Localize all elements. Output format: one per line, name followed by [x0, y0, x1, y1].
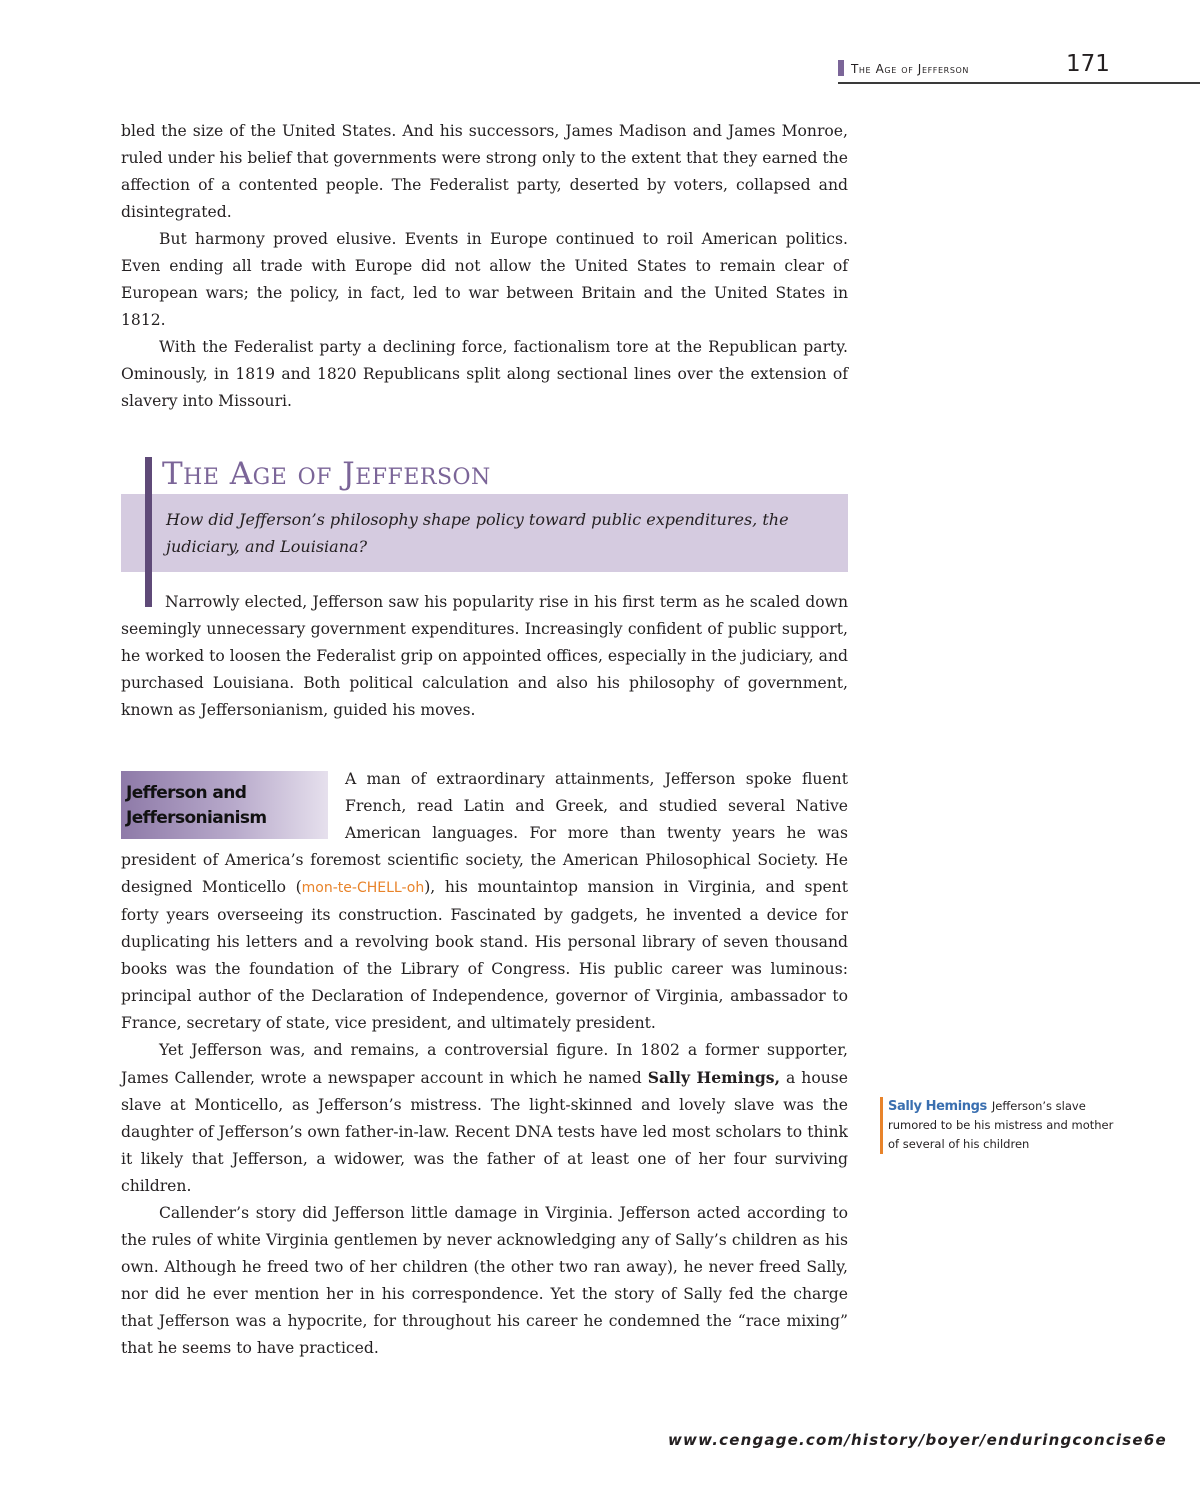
- running-head: [838, 51, 1200, 84]
- opening-text: [121, 118, 848, 415]
- subsection-text: [121, 766, 848, 1362]
- paragraph: Yet Jefferson was, and remains, a controversial figure. In 1802 a former supporter, James Callender, wrote a newspaper account in which he named Sally Hemings, a house slave at Monticello, as Jefferson’s mistress. The light-skinned and lovely slave was the daughter of Jefferson’s own father-in-law. Recent DNA tests have led most scholars to think it likely that Jefferson, a widower, was the father of at least one of her four surviving children.: [121, 1041, 849, 1195]
- focus-question: How did Jefferson’s philosophy shape policy toward public expenditures, the judiciary, and Louisiana?: [166, 510, 789, 556]
- running-head-bar: [838, 60, 844, 76]
- paragraph: Callender’s story did Jefferson little damage in Virginia. Jefferson acted according to the rules of white Virginia gentlemen by never acknowledging any of Sally’s children as his own. Although he freed two of her children (the other two ran away), he never freed Sally, nor did he ever mention her in his correspondence. Yet the story of Sally fed the charge that Jefferson was a hypocrite, for throughout his career he condemned the “race mixing” that he seems to have practiced.: [121, 1204, 848, 1357]
- section-intro: [121, 589, 848, 724]
- paragraph: bled the size of the United States. And his successors, James Madison and James Monroe, ruled under his belief that governments were strong only to the extent that they earned the affection of a contented people. The Federalist party, deserted by voters, collapsed and disintegrated.: [121, 122, 848, 221]
- glossary-definition: Jefferson’s slave rumored to be his mistress and mother of several of his children: [888, 1099, 1114, 1151]
- page-number: 171: [1066, 51, 1110, 77]
- pronunciation-guide: mon-te-CHELL-oh: [301, 880, 425, 896]
- key-term-sally-hemings: Sally Hemings,: [647, 1068, 781, 1087]
- running-head-title: The Age of Jefferson: [851, 62, 969, 76]
- margin-glossary-note: [880, 1097, 1128, 1154]
- footer-url[interactable]: www.cengage.com/history/boyer/enduringconcise6e: [668, 1431, 1167, 1449]
- section-title: The Age of Jefferson: [162, 456, 491, 492]
- section-rule: [145, 457, 152, 607]
- paragraph: But harmony proved elusive. Events in Europe continued to roil American politics. Even ending all trade with Europe did not allow the United States to remain clear of European wars; the policy, in fact, led to war between Britain and the United States in 1812.: [121, 230, 848, 329]
- subsection-title-line2: Jeffersonianism: [126, 808, 267, 828]
- glossary-term: Sally Hemings: [888, 1099, 987, 1114]
- paragraph: With the Federalist party a declining force, factionalism tore at the Republican party. Ominously, in 1819 and 1820 Republicans split along sectional lines over the extension of slavery into Missouri.: [121, 338, 848, 410]
- subsection-title-line1: Jefferson and: [126, 783, 247, 803]
- paragraph: A man of extraordinary attainments, Jefferson spoke fluent French, read Latin and Greek, and studied several Native American languages. For more than twenty years he was president of America’s foremost scientific society, the American Philosophical Society. He designed Monticello (mon-te-CHELL-oh), his mountaintop mansion in Virginia, and spent forty years overseeing its construction. Fascinated by gadgets, he invented a device for duplicating his letters and a revolving book stand. His personal library of seven thousand books was the foundation of the Library of Congress. His public career was luminous: principal author of the Declaration of Independence, governor of Virginia, ambassador to France, secretary of state, vice president, and ultimately president.: [121, 770, 848, 1032]
- subsection-heading: [121, 771, 328, 839]
- paragraph: Narrowly elected, Jefferson saw his popularity rise in his first term as he scaled down seemingly unnecessary government expenditures. Increasingly confident of public support, he worked to loosen the Federalist grip on appointed offices, especially in the judiciary, and purchased Louisiana. Both political calculation and also his philosophy of government, known as Jeffersonianism, guided his moves.: [121, 593, 848, 719]
